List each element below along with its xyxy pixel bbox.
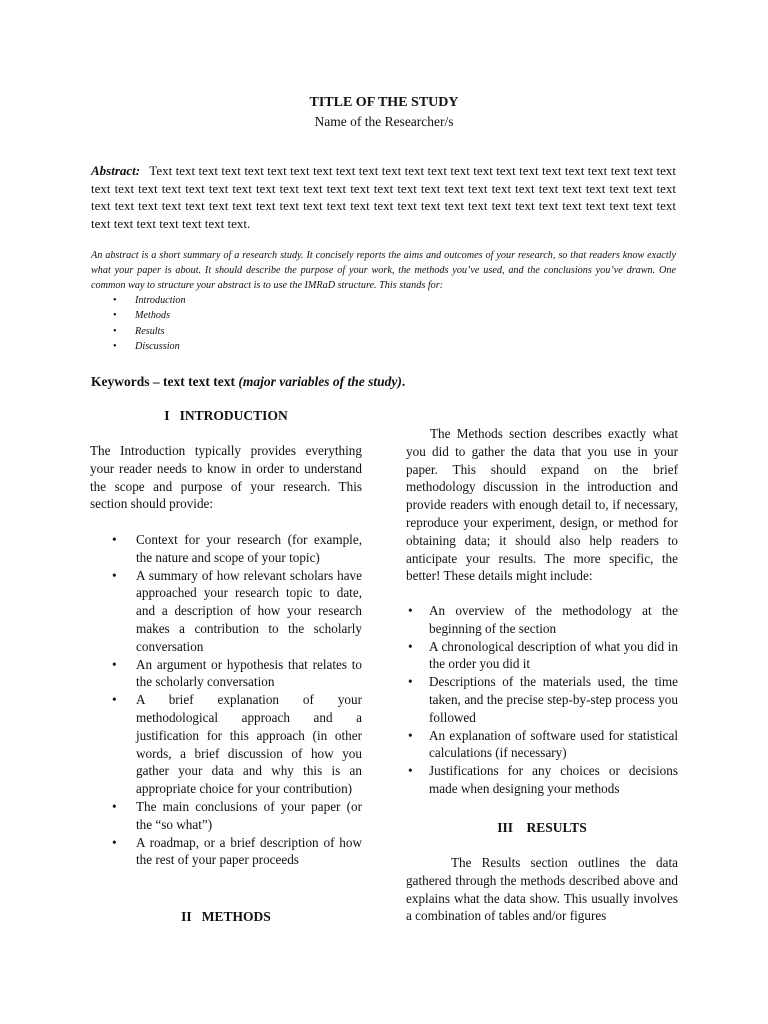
keywords-note: (major variables of the study) xyxy=(238,374,402,389)
introduction-item: • The main conclusions of your paper (or the “so what”) xyxy=(90,798,362,834)
methods-heading: II METHODS xyxy=(181,909,271,924)
methods-list xyxy=(406,602,678,798)
methods-item: • Descriptions of the materials used, the time taken, and the precise step-by-step process you followed xyxy=(406,673,678,726)
abstract-label: Abstract: xyxy=(91,163,141,178)
introduction-item: • A roadmap, or a brief description of how the rest of your paper proceeds xyxy=(90,834,362,870)
imrad-item-discussion: • Discussion xyxy=(91,339,391,354)
results-heading: III RESULTS xyxy=(497,820,587,835)
keywords xyxy=(91,373,676,390)
introduction-heading: I INTRODUCTION xyxy=(164,408,288,423)
methods-paragraph: The Methods section describes exactly what you did to gather the data that you use in your paper. This should expand on the brief methodology discussion in the introduction and provide readers with enough detail to, if necessary, reproduce your experiment, design, or method for obtaining data; it should also help readers to anticipate your results. The more specific, the better! These details might include: xyxy=(406,426,678,584)
keywords-text: Keywords – text text text xyxy=(91,374,239,389)
introduction-paragraph: The Introduction typically provides everything your reader needs to know in order to understand the scope and purpose of your research. This section should provide: xyxy=(90,443,362,512)
imrad-item-introduction: • Introduction xyxy=(91,293,391,308)
imrad-item-results: • Results xyxy=(91,324,391,339)
abstract xyxy=(91,162,676,232)
abstract-text: Text text text text text text text text text text text text text text text text text text text text text text text text text text text text text text text text text text text text text text text text text text text text text text text text text text text text text text text text text text text text text text text text text text text text text text text text text text text text text text text text. xyxy=(91,163,676,231)
results-paragraph: The Results section outlines the data gathered through the methods described above and explains what the data show. This usually involves a combination of tables and/or figures xyxy=(406,855,678,924)
abstract-note: An abstract is a short summary of a research study. It concisely reports the aims and outcomes of your research, so that readers know exactly what your paper is about. It should describe the purpose of your work, the methods you’ve used, and the conclusions you’ve drawn. One common way to structure your abstract is to use the IMRaD structure. This stands for: xyxy=(91,250,676,291)
methods-item: • An explanation of software used for statistical calculations (if necessary) xyxy=(406,727,678,763)
methods-item: • A chronological description of what you did in the order you did it xyxy=(406,638,678,674)
introduction-item: • A brief explanation of your methodological approach and a justification for this approach (in other words, a brief discussion of how you gather your data and why this is an appropriate choice for your contribution) xyxy=(90,691,362,798)
methods-item: • Justifications for any choices or decisions made when designing your methods xyxy=(406,762,678,798)
introduction-list xyxy=(90,531,362,869)
imrad-item-methods: • Methods xyxy=(91,308,391,323)
keywords-end: . xyxy=(401,374,406,389)
researcher-name: Name of the Researcher/s xyxy=(314,114,454,129)
imrad-list xyxy=(91,293,391,354)
introduction-item: • An argument or hypothesis that relates to the scholarly conversation xyxy=(90,656,362,692)
introduction-item: • A summary of how relevant scholars have approached your research topic to date, and a description of how your research makes a contribution to the scholarly conversation xyxy=(90,567,362,656)
introduction-item: • Context for your research (for example, the nature and scope of your topic) xyxy=(90,531,362,567)
page-title: TITLE OF THE STUDY xyxy=(309,95,459,110)
methods-item: • An overview of the methodology at the beginning of the section xyxy=(406,602,678,638)
